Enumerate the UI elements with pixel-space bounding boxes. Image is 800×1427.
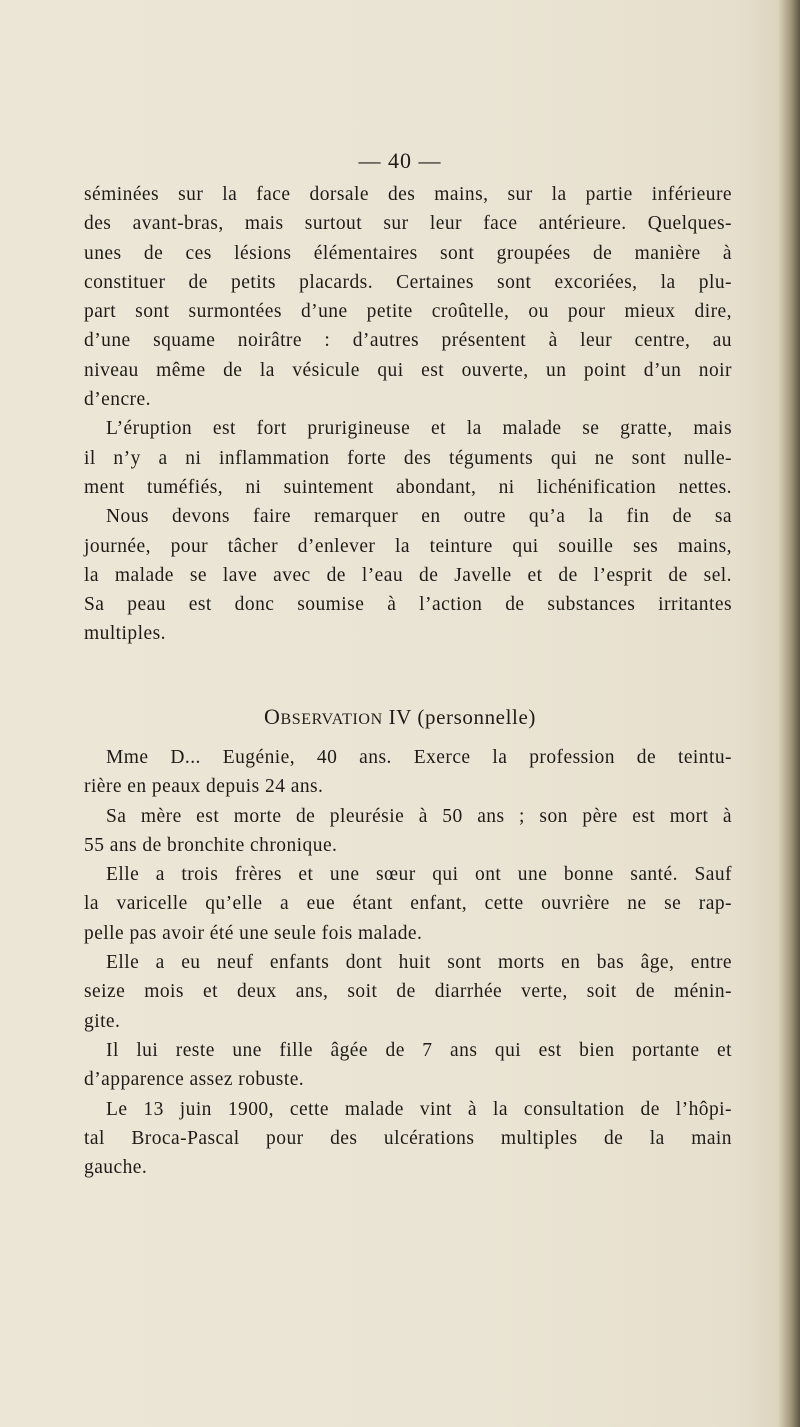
- text-line: ment tuméfiés, ni suintement abondant, ni lichénification nettes.: [84, 476, 732, 498]
- text-line: gauche.: [84, 1157, 148, 1179]
- text-line: Elle a trois frères et une sœur qui ont une bonne santé. Sauf: [106, 864, 732, 886]
- text-line: multiples.: [84, 623, 166, 645]
- text-line: journée, pour tâcher d’enlever la teinture qui souille ses mains,: [84, 535, 732, 557]
- text-line: des avant-bras, mais surtout sur leur face antérieure. Quelques-: [84, 213, 732, 235]
- heading-initial: O: [264, 704, 281, 729]
- text-line: niveau même de la vésicule qui est ouverte, un point d’un noir: [84, 359, 732, 381]
- text-line: la malade se lave avec de l’eau de Javelle et de l’esprit de sel.: [84, 564, 732, 586]
- text-line: Sa peau est donc soumise à l’action de substances irritantes: [84, 594, 732, 616]
- text-line: Mme D... Eugénie, 40 ans. Exerce la profession de teintu-: [106, 747, 732, 768]
- text-line: Il lui reste une fille âgée de 7 ans qui est bien portante et: [106, 1039, 732, 1061]
- text-line: gite.: [84, 1010, 121, 1032]
- text-line: unes de ces lésions élémentaires sont groupées de manière à: [84, 242, 732, 264]
- text-line: Sa mère est morte de pleurésie à 50 ans ; son père est mort à: [106, 805, 732, 827]
- text-line: d’une squame noirâtre : d’autres présentent à leur centre, au: [84, 330, 732, 352]
- text-line: 55 ans de bronchite chronique.: [84, 834, 338, 856]
- text-line: rière en peaux depuis 24 ans.: [84, 776, 324, 798]
- text-line: seize mois et deux ans, soit de diarrhée verte, soit de ménin-: [84, 981, 732, 1003]
- observation-heading: [0, 704, 800, 730]
- text-line: part sont surmontées d’une petite croûtelle, ou pour mieux dire,: [84, 301, 732, 323]
- page-number: — 40 —: [358, 148, 442, 173]
- text-line: L’éruption est fort prurigineuse et la malade se gratte, mais: [106, 418, 732, 440]
- body-text-section-1: [84, 180, 732, 649]
- text-line: Nous devons faire remarquer en outre qu’a la fin de sa: [106, 506, 732, 528]
- text-line: tal Broca-Pascal pour des ulcérations multiples de la main: [84, 1127, 732, 1149]
- heading-smallcaps: BSERVATION: [280, 711, 383, 728]
- text-line: pelle pas avoir été une seule fois malade.: [84, 922, 423, 944]
- text-line: d’apparence assez robuste.: [84, 1069, 305, 1091]
- text-line: Le 13 juin 1900, cette malade vint à la consultation de l’hôpi-: [106, 1098, 732, 1120]
- text-line: d’encre.: [84, 389, 151, 411]
- text-line: Elle a eu neuf enfants dont huit sont morts en bas âge, entre: [106, 952, 732, 974]
- body-text-section-2: [84, 743, 732, 1182]
- text-line: constituer de petits placards. Certaines sont excoriées, la plu-: [84, 271, 732, 293]
- text-line: la varicelle qu’elle a eue étant enfant, cette ouvrière ne se rap-: [84, 893, 732, 915]
- heading-suffix: IV (personnelle): [388, 705, 536, 729]
- text-line: séminées sur la face dorsale des mains, sur la partie inférieure: [84, 184, 732, 205]
- text-line: il n’y a ni inflammation forte des téguments qui ne sont nulle-: [84, 447, 732, 469]
